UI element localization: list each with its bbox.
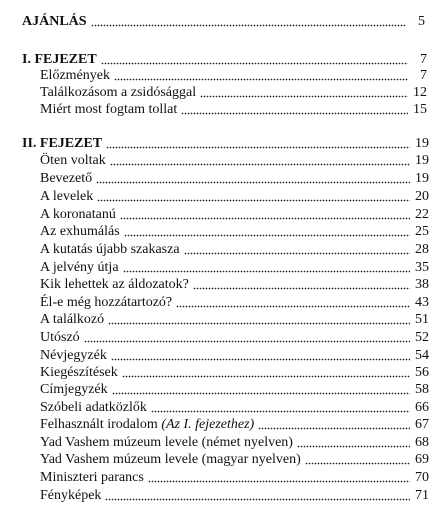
dot-leader — [114, 69, 408, 81]
toc-entry-title-main: Felhasznált irodalom — [40, 417, 158, 432]
toc-entry-title: A kutatás újabb szakasza — [40, 242, 180, 257]
toc-entry-title: Fényképek — [40, 488, 102, 503]
dot-leader — [258, 418, 410, 430]
toc-entry — [40, 469, 429, 487]
toc-entry — [40, 223, 429, 241]
toc-entry-title-italic: (Az I. fejezethez) — [161, 417, 255, 432]
toc-entry-page: 70 — [415, 470, 429, 485]
dot-leader — [91, 15, 406, 27]
toc-entry — [40, 276, 429, 294]
dot-leader — [200, 86, 408, 98]
toc-entry-intro — [22, 13, 425, 31]
toc-entry-page: 51 — [415, 312, 429, 327]
dot-leader — [110, 154, 410, 166]
toc-entry-page: 69 — [415, 452, 429, 467]
toc-entry-title: Névjegyzék — [40, 348, 107, 363]
toc-entry-page: 67 — [415, 417, 429, 432]
toc-entry-page: 43 — [415, 295, 429, 310]
toc-entry-title: A jelvény útja — [40, 260, 119, 275]
dot-leader — [120, 208, 410, 220]
toc-entry-title: Utószó — [40, 330, 80, 345]
dot-leader — [148, 471, 410, 483]
toc-entry-page: 19 — [415, 136, 429, 151]
dot-leader — [111, 349, 410, 361]
toc-entry-page: 52 — [415, 330, 429, 345]
toc-entry-title: Miért most fogtam tollat — [40, 102, 178, 117]
toc-entry-title: Miniszteri parancs — [40, 470, 144, 485]
toc-entry-page: 68 — [415, 435, 429, 450]
toc-entry-page: 54 — [415, 348, 429, 363]
toc-entry-page: 22 — [415, 207, 429, 222]
dot-leader — [176, 296, 410, 308]
toc-entry-page: 58 — [415, 382, 429, 397]
toc-entry — [40, 416, 429, 434]
dot-leader — [181, 103, 408, 115]
toc-entry-page: 19 — [415, 153, 429, 168]
toc-entry-title: Kiegészítések — [40, 365, 118, 380]
dot-leader — [84, 331, 410, 343]
toc-entry-page: 7 — [420, 52, 427, 67]
toc-entry-title — [40, 416, 254, 434]
dot-leader — [305, 453, 410, 465]
toc-entry-page: 71 — [415, 488, 429, 503]
dot-leader — [108, 313, 410, 325]
toc-entry — [40, 381, 429, 399]
dot-leader — [193, 278, 410, 290]
toc-entry-title: A levelek — [40, 189, 94, 204]
dot-leader — [101, 53, 408, 65]
toc-entry-page: 25 — [415, 224, 429, 239]
toc-entry-title: Yad Vashem múzeum levele (magyar nyelven) — [40, 452, 301, 467]
toc-entry-page: 12 — [413, 85, 427, 100]
toc-entry-page: 38 — [415, 277, 429, 292]
toc-entry — [40, 487, 429, 505]
toc-entry-page: 28 — [415, 242, 429, 257]
toc-entry-title: Él-e még hozzátartozó? — [40, 295, 173, 310]
toc-entry-page: 66 — [415, 400, 429, 415]
dot-leader — [122, 366, 410, 378]
toc-entry — [40, 152, 429, 170]
dot-leader — [96, 172, 410, 184]
toc-entry-page: 19 — [415, 171, 429, 186]
dot-leader — [184, 243, 410, 255]
toc-entry — [40, 170, 429, 188]
toc-entry-page: 7 — [420, 68, 427, 83]
toc-entry — [40, 364, 429, 382]
toc-entry — [40, 188, 429, 206]
toc-entry — [40, 259, 429, 277]
toc-entry-title: Yad Vashem múzeum levele (német nyelven) — [40, 435, 293, 450]
toc-entry-page: 35 — [415, 260, 429, 275]
toc-entry — [40, 451, 429, 469]
toc-entry — [40, 84, 427, 102]
toc-entry — [40, 311, 429, 329]
toc-entry-title: Bevezető — [40, 171, 93, 186]
toc-entry-title: AJÁNLÁS — [22, 14, 87, 29]
toc-chapter-heading — [22, 135, 429, 153]
toc-entry-title: A találkozó — [40, 312, 105, 327]
toc-entry-title: Öten voltak — [40, 153, 106, 168]
dot-leader — [297, 436, 410, 448]
dot-leader — [106, 137, 410, 149]
toc-entry-title: Az exhumálás — [40, 224, 120, 239]
dot-leader — [112, 383, 410, 395]
toc-entry — [40, 434, 429, 452]
toc-entry-title: Kik lehettek az áldozatok? — [40, 277, 189, 292]
dot-leader — [151, 401, 410, 413]
toc-entry-page: 5 — [418, 14, 425, 29]
toc-entry — [40, 101, 427, 119]
toc-entry-page: 56 — [415, 365, 429, 380]
dot-leader — [97, 190, 410, 202]
toc-entry-title: Találkozásom a zsidósággal — [40, 85, 197, 100]
toc-entry-title: I. FEJEZET — [22, 52, 97, 67]
dot-leader — [105, 489, 410, 501]
toc-entry — [40, 329, 429, 347]
toc-entry — [40, 206, 429, 224]
toc-entry-title: Előzmények — [40, 68, 110, 83]
toc-entry-page: 15 — [413, 102, 427, 117]
toc-entry — [40, 241, 429, 259]
toc-entry-title: Címjegyzék — [40, 382, 108, 397]
toc-entry — [40, 399, 429, 417]
toc-entry-page: 20 — [415, 189, 429, 204]
toc-entry-title: Szóbeli adatközlők — [40, 400, 147, 415]
toc-entry — [40, 67, 427, 85]
toc-entry-title: A koronatanú — [40, 207, 116, 222]
toc-entry — [40, 294, 429, 312]
dot-leader — [123, 261, 410, 273]
dot-leader — [124, 225, 410, 237]
toc-entry-title: II. FEJEZET — [22, 136, 103, 151]
toc-entry — [40, 347, 429, 365]
